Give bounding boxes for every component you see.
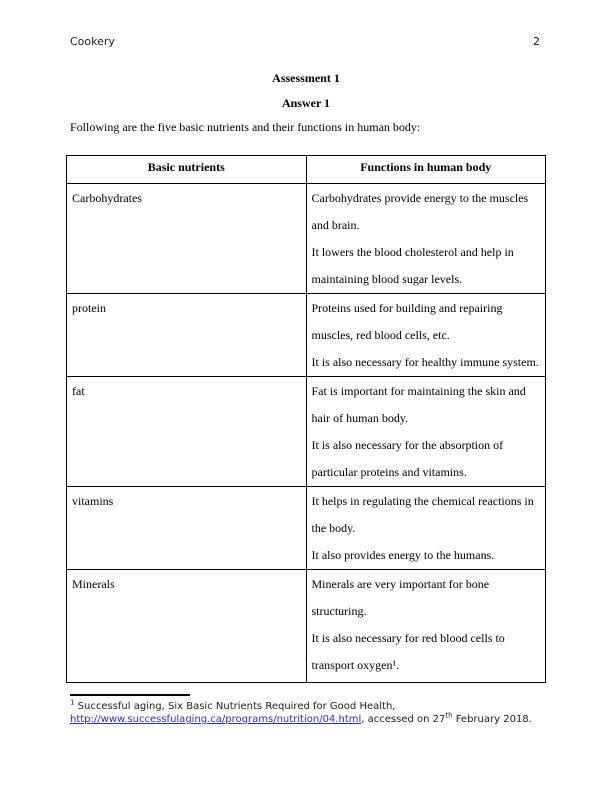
function-line: Fat is important for maintaining the skin and bbox=[311, 384, 526, 398]
function-line: It is also necessary for the absorption of bbox=[311, 438, 504, 452]
nutrients-table bbox=[66, 155, 546, 683]
function-cell bbox=[306, 377, 546, 487]
function-cell bbox=[306, 184, 546, 294]
table-row-vitamins bbox=[67, 487, 546, 570]
function-line: and brain. bbox=[311, 218, 360, 232]
footnote-date-text: February 2018. bbox=[452, 714, 532, 725]
answer-title: Answer 1 bbox=[281, 96, 331, 110]
function-line: hair of human body. bbox=[311, 411, 409, 425]
table-row-protein bbox=[67, 294, 546, 377]
function-line: structuring. bbox=[311, 604, 367, 618]
function-line: the body. bbox=[311, 521, 356, 535]
function-line: maintaining blood sugar levels. bbox=[311, 272, 463, 286]
table-row-fat bbox=[67, 377, 546, 487]
function-line: It is also necessary for red blood cells to bbox=[311, 631, 505, 645]
column-header-functions: Functions in human body bbox=[306, 156, 546, 184]
function-line: particular proteins and vitamins. bbox=[311, 465, 467, 479]
table-header-row bbox=[67, 156, 546, 184]
function-line: Carbohydrates provide energy to the muscles bbox=[311, 191, 529, 205]
footnote-marker: 1 bbox=[70, 698, 75, 707]
function-cell bbox=[306, 487, 546, 570]
function-cell bbox=[306, 570, 546, 683]
function-line: Minerals are very important for bone bbox=[311, 577, 490, 591]
nutrient-cell: fat bbox=[67, 377, 307, 487]
page-number: 2 bbox=[533, 35, 540, 48]
nutrient-cell: Carbohydrates bbox=[67, 184, 307, 294]
function-line: It is also necessary for healthy immune system. bbox=[311, 355, 539, 369]
function-line: It also provides energy to the humans. bbox=[311, 548, 495, 562]
footnote-separator bbox=[70, 694, 190, 696]
column-header-basic-nutrients: Basic nutrients bbox=[67, 156, 307, 184]
nutrient-cell: protein bbox=[67, 294, 307, 377]
function-line: transport oxygen¹. bbox=[311, 658, 400, 672]
function-cell bbox=[306, 294, 546, 377]
footnote bbox=[70, 694, 612, 726]
nutrient-cell: Minerals bbox=[67, 570, 307, 683]
function-line: It helps in regulating the chemical reactions in bbox=[311, 494, 534, 508]
footnote-citation: Successful aging, Six Basic Nutrients Required for Good Health, bbox=[74, 701, 396, 712]
function-line: muscles, red blood cells, etc. bbox=[311, 328, 450, 342]
footnote-access-text: , accessed on 27 bbox=[361, 714, 446, 725]
nutrient-cell: vitamins bbox=[67, 487, 307, 570]
running-header: Cookery bbox=[70, 35, 115, 48]
assessment-title: Assessment 1 bbox=[272, 71, 340, 85]
ordinal-suffix: th bbox=[445, 711, 453, 720]
function-line: It lowers the blood cholesterol and help in bbox=[311, 245, 514, 259]
intro-paragraph: Following are the five basic nutrients and their functions in human body: bbox=[70, 120, 421, 134]
function-line: Proteins used for building and repairing bbox=[311, 301, 503, 315]
page-header bbox=[0, 0, 612, 48]
table-row-minerals bbox=[67, 570, 546, 683]
footnote-text bbox=[70, 700, 612, 726]
footnote-link[interactable]: http://www.successfulaging.ca/programs/nutrition/04.html bbox=[70, 714, 362, 725]
table-row-carbohydrates bbox=[67, 184, 546, 294]
